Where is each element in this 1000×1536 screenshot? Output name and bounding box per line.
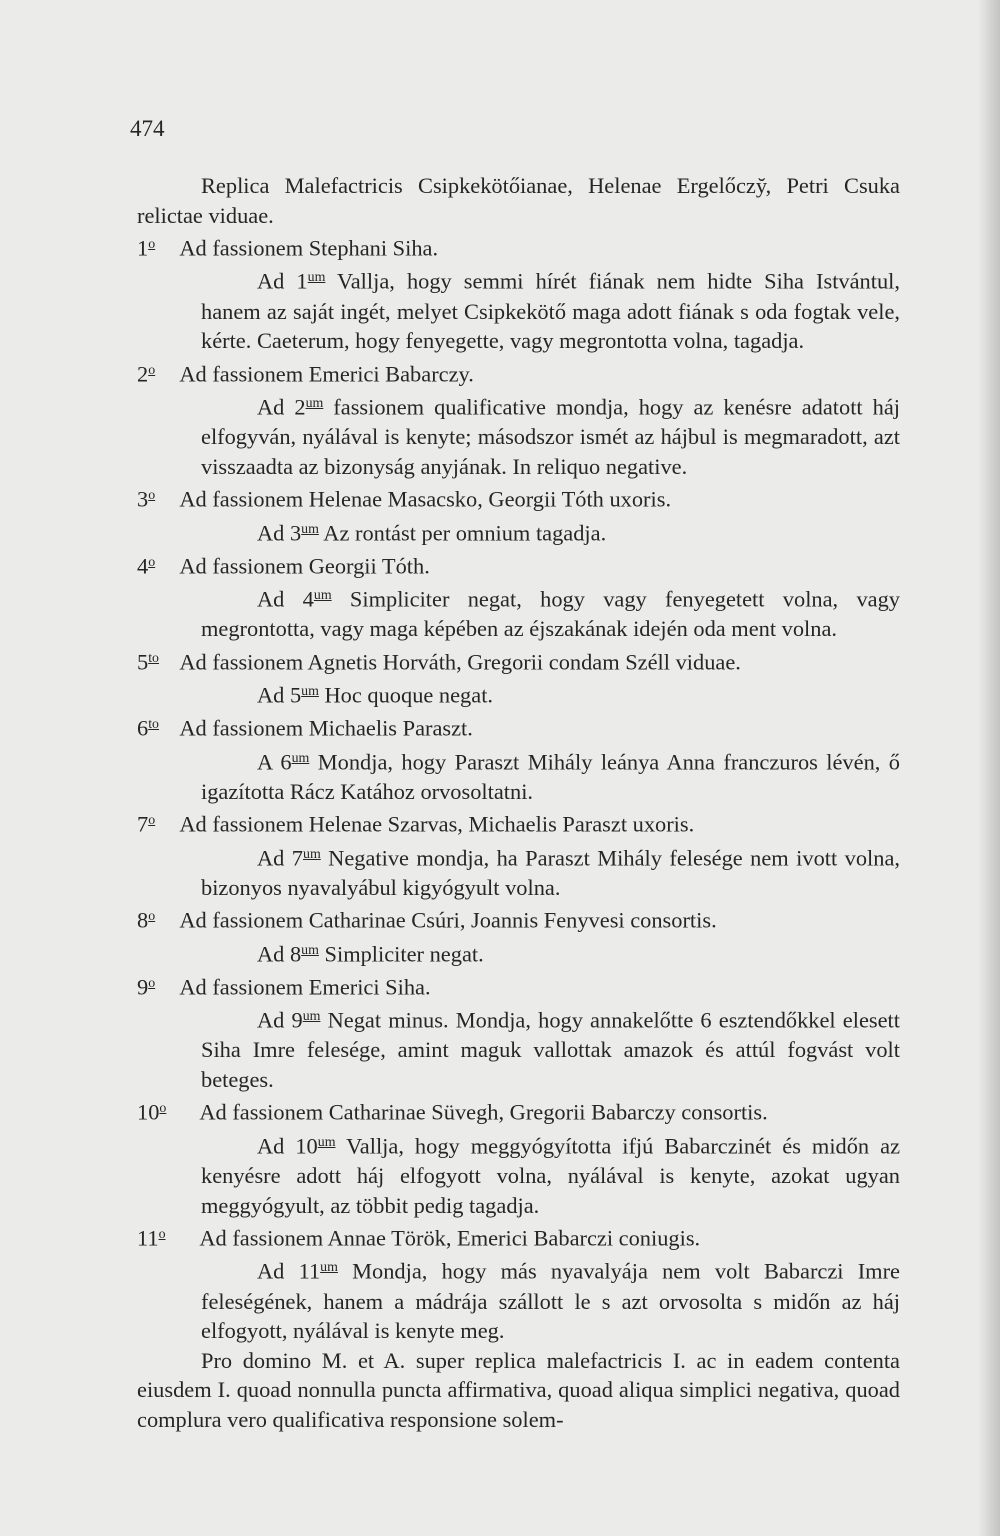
response-paragraph bbox=[137, 515, 900, 548]
item-number bbox=[137, 356, 175, 389]
item-number bbox=[137, 644, 175, 677]
response-paragraph bbox=[137, 1253, 900, 1345]
response-ad-suffix: um bbox=[291, 750, 310, 766]
item-ordinal: 6 bbox=[137, 715, 149, 741]
response-paragraph bbox=[137, 677, 900, 710]
response-ad: Ad 2 bbox=[257, 394, 306, 420]
response-ad: Ad 8 bbox=[257, 941, 302, 967]
item-text: Ad fassionem Emerici Babarczy. bbox=[179, 361, 474, 387]
item-ordinal-suffix: o bbox=[148, 488, 156, 504]
fassio-item bbox=[137, 1094, 900, 1127]
response-paragraph bbox=[137, 581, 900, 644]
item-ordinal-suffix: o bbox=[159, 1101, 167, 1117]
response-text: Vallja, hogy meggyógyította ifjú Babarczinét és midőn az kenyésre adott háj elfogyott volna, nyálával is kenyte, azokat ugyan meggyógyult, az többit pedig tagadja. bbox=[201, 1133, 901, 1218]
item-text: Ad fassionem Helenae Szarvas, Michaelis Paraszt uxoris. bbox=[179, 812, 695, 837]
fassio-item bbox=[137, 710, 900, 743]
item-ordinal: 9 bbox=[137, 974, 149, 1000]
response-ad-suffix: um bbox=[303, 846, 321, 862]
item-number bbox=[137, 1220, 195, 1253]
item-number bbox=[137, 969, 175, 1002]
response-ad-suffix: um bbox=[301, 521, 319, 537]
response-ad: Ad 4 bbox=[257, 586, 314, 612]
response-ad: Ad 5 bbox=[257, 682, 302, 708]
item-ordinal-suffix: o bbox=[148, 237, 156, 253]
item-ordinal: 10 bbox=[137, 1100, 160, 1126]
item-ordinal: 8 bbox=[137, 908, 149, 934]
response-ad-suffix: um bbox=[301, 942, 319, 958]
response-text: Negat minus. Mondja, hogy annakelőtte 6 esztendőkkel elesett Siha Imre felesége, amint maguk vallottak amazok és attúl fogvást volt beteges. bbox=[201, 1007, 900, 1092]
response-paragraph bbox=[137, 1002, 900, 1094]
fassio-item bbox=[137, 1220, 900, 1253]
response-text: Simpliciter negat, hogy vagy fenyegetett volna, vagy megrontotta, vagy maga képében az éjszakának idején oda ment volna. bbox=[201, 586, 900, 642]
response-paragraph bbox=[137, 1128, 900, 1220]
response-paragraph bbox=[137, 263, 900, 355]
response-ad: Ad 10 bbox=[257, 1133, 318, 1159]
response-text: Negative mondja, ha Paraszt Mihály felesége nem ivott volna, bizonyos nyavalyábul kigyógyult volna. bbox=[201, 845, 900, 900]
item-ordinal-suffix: o bbox=[148, 909, 156, 925]
item-text: Ad fassionem Catharinae Süvegh, Gregorii Babarczy consortis. bbox=[199, 1100, 768, 1126]
response-paragraph bbox=[137, 744, 900, 807]
response-ad: Ad 9 bbox=[257, 1007, 303, 1033]
response-ad-suffix: um bbox=[317, 1134, 336, 1150]
item-ordinal: 11 bbox=[137, 1225, 159, 1251]
response-text: Mondja, hogy más nyavalyája nem volt Babarczi Imre feleségének, hanem a mádrája szállott le s azt orvosolta s midőn az háj elfogyott, nyálával is kenyte meg. bbox=[201, 1258, 900, 1344]
item-ordinal-suffix: o bbox=[148, 813, 156, 829]
response-text: Hoc quoque negat. bbox=[324, 682, 494, 708]
item-ordinal-suffix: o bbox=[158, 1227, 166, 1243]
response-text: Simpliciter negat. bbox=[324, 941, 484, 967]
response-ad: Ad 3 bbox=[257, 520, 302, 546]
item-ordinal: 7 bbox=[137, 812, 149, 837]
response-ad-suffix: um bbox=[313, 588, 332, 604]
response-ad: Ad 1 bbox=[257, 269, 308, 295]
item-text: Ad fassionem Emerici Siha. bbox=[179, 974, 431, 1000]
response-text: Az rontást per omnium tagadja. bbox=[323, 520, 607, 546]
item-text: Ad fassionem Georgii Tóth. bbox=[179, 553, 430, 579]
item-ordinal: 2 bbox=[137, 361, 149, 387]
fassio-item bbox=[137, 806, 900, 839]
item-ordinal: 1 bbox=[137, 235, 149, 261]
fassio-item bbox=[137, 230, 900, 263]
item-number bbox=[137, 1094, 195, 1127]
item-ordinal-suffix: o bbox=[148, 975, 156, 991]
item-ordinal: 5 bbox=[137, 649, 149, 675]
item-text: Ad fassionem Helenae Masacsko, Georgii Tóth uxoris. bbox=[179, 487, 672, 513]
item-ordinal-suffix: to bbox=[148, 717, 159, 733]
item-number bbox=[137, 902, 175, 935]
response-text: Vallja, hogy semmi hírét fiának nem hidte Siha Istvántul, hanem az saját ingét, melyet Csipkekötő maga adott fiának s oda fogtak vele, kérte. Caeterum, hogy fenyegette, vagy megrontotta volna, tagadja. bbox=[201, 269, 900, 354]
body-text bbox=[137, 171, 900, 1435]
item-ordinal-suffix: o bbox=[148, 554, 156, 570]
fassio-item bbox=[137, 548, 900, 581]
response-ad: Ad 7 bbox=[257, 845, 303, 871]
response-ad-suffix: um bbox=[305, 396, 324, 412]
response-ad-suffix: um bbox=[307, 270, 326, 286]
item-text: Ad fassionem Michaelis Paraszt. bbox=[179, 715, 473, 741]
response-ad: A 6 bbox=[257, 749, 292, 775]
response-text: Mondja, hogy Paraszt Mihály leánya Anna franczuros lévén, ő igazította Rácz Katához orvosoltatni. bbox=[201, 749, 900, 804]
response-paragraph bbox=[137, 840, 900, 903]
item-text: Ad fassionem Catharinae Csúri, Joannis Fenyvesi consortis. bbox=[179, 908, 717, 934]
item-text: Ad fassionem Stephani Siha. bbox=[179, 235, 439, 261]
response-ad-suffix: um bbox=[301, 684, 319, 700]
item-number bbox=[137, 230, 175, 263]
fassio-item bbox=[137, 481, 900, 514]
paragraph-text: Pro domino M. et A. super replica malefactricis I. ac in eadem contenta eiusdem I. quoad nonnulla puncta affirmativa, quoad aliqua simplici negativa, quoad complura vero qualificativa responsione solem- bbox=[137, 1347, 900, 1432]
page-number: 474 bbox=[130, 116, 165, 141]
item-number bbox=[137, 481, 175, 514]
response-ad: Ad 11 bbox=[257, 1258, 321, 1284]
item-number bbox=[137, 710, 175, 743]
item-number bbox=[137, 806, 175, 839]
response-ad-suffix: um bbox=[320, 1260, 338, 1276]
item-ordinal-suffix: o bbox=[148, 362, 156, 378]
item-text: Ad fassionem Annae Török, Emerici Babarczi coniugis. bbox=[199, 1225, 701, 1251]
response-ad-suffix: um bbox=[302, 1009, 321, 1025]
document-heading bbox=[137, 171, 900, 230]
response-paragraph bbox=[137, 389, 900, 481]
item-text: Ad fassionem Agnetis Horváth, Gregorii condam Széll viduae. bbox=[179, 649, 741, 675]
fassio-item bbox=[137, 969, 900, 1002]
closing-paragraph bbox=[137, 1346, 900, 1435]
item-ordinal: 3 bbox=[137, 487, 149, 513]
paragraph-text: Replica Malefactricis Csipkekötőianae, Helenae Ergelőczy̆, Petri Csuka relictae viduae. bbox=[137, 173, 900, 228]
item-ordinal-suffix: to bbox=[148, 650, 159, 666]
item-number bbox=[137, 548, 175, 581]
fassio-item bbox=[137, 356, 900, 389]
fassio-item bbox=[137, 902, 900, 935]
response-paragraph bbox=[137, 936, 900, 969]
item-ordinal: 4 bbox=[137, 553, 149, 579]
fassio-item bbox=[137, 644, 900, 677]
response-text: fassionem qualificative mondja, hogy az kenésre adatott háj elfogyván, nyálával is kenyte; másodszor ismét az hájbul is megmaradott, azt visszaadta az bizonyság anyjának. In reliquo negative. bbox=[201, 394, 900, 479]
page-fold-shadow bbox=[978, 0, 1000, 1536]
